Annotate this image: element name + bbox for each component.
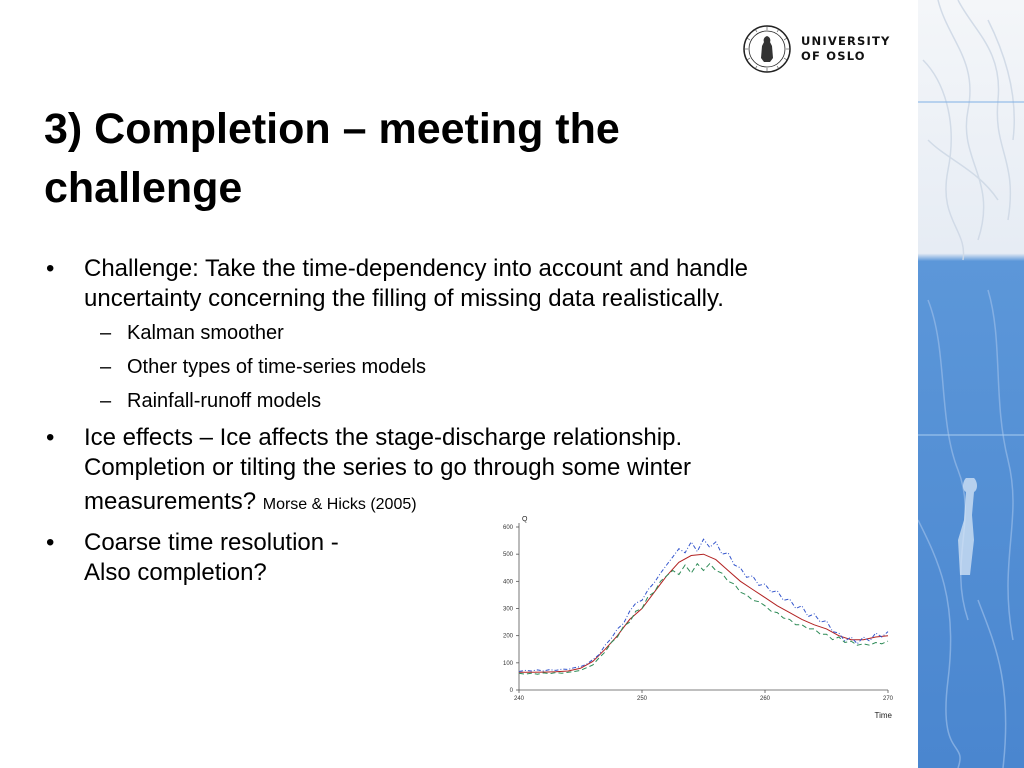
sub-bullet-mark: – (100, 390, 112, 412)
sub-bullet-mark: – (100, 322, 112, 344)
y-tick-label: 400 (502, 579, 513, 586)
university-logo (742, 22, 907, 76)
bullet-line: Coarse time resolution - (84, 529, 339, 556)
bullet-challenge (46, 254, 906, 318)
slide-title-line-2: challenge (44, 164, 243, 212)
bullet-mark: • (46, 529, 55, 556)
x-axis-label: Time (874, 711, 892, 720)
sub-bullet-text: Kalman smoother (127, 322, 284, 344)
y-tick-label: 200 (502, 633, 513, 640)
y-tick-label: 0 (509, 688, 513, 694)
sub-bullet-text: Other types of time-series models (127, 356, 426, 378)
slide-title-line-1: 3) Completion – meeting the (44, 105, 620, 153)
bullet-mark: • (46, 424, 55, 451)
sub-bullet-text: Rainfall-runoff models (127, 390, 322, 412)
y-tick-label: 500 (502, 552, 513, 559)
bullet-text (84, 423, 691, 520)
bullet-text (84, 254, 748, 314)
university-name (801, 34, 891, 64)
bullet-line: Ice effects – Ice affects the stage-discharge relationship. (84, 424, 683, 451)
bullet-line: uncertainty concerning the filling of missing data realistically. (84, 285, 724, 312)
reference-citation: Morse & Hicks (2005) (262, 496, 417, 513)
decorative-side-stripe (918, 0, 1024, 768)
bullet-line: measurements? (84, 488, 257, 515)
y-axis-label: Q (522, 516, 528, 523)
university-seal-icon (742, 24, 792, 74)
university-name-line-2: OF OSLO (801, 49, 866, 63)
slide-title (44, 100, 864, 218)
series-line-0 (519, 554, 888, 672)
y-tick-label: 100 (502, 660, 513, 667)
sub-bullet-mark: – (100, 356, 112, 378)
x-tick-label: 240 (513, 696, 525, 702)
university-name-line-1: UNIVERSITY (801, 34, 891, 48)
bullet-line: Challenge: Take the time-dependency into account and handle (84, 255, 749, 282)
bullet-text (84, 528, 339, 588)
bullet-mark: • (46, 255, 55, 282)
bullet-line: Completion or tilting the series to go through some winter (84, 454, 691, 481)
discharge-time-series-chart (488, 510, 908, 725)
x-tick-label: 270 (882, 696, 894, 702)
series-line-1 (519, 539, 888, 671)
y-tick-label: 600 (502, 525, 513, 531)
x-tick-label: 250 (636, 696, 648, 702)
series-line-2 (519, 564, 888, 675)
x-tick-label: 260 (759, 696, 771, 702)
bullet-ice-effects (46, 423, 906, 519)
y-tick-label: 300 (502, 606, 513, 613)
bullet-coarse-resolution (46, 528, 466, 592)
bullet-line: Also completion? (84, 559, 267, 586)
